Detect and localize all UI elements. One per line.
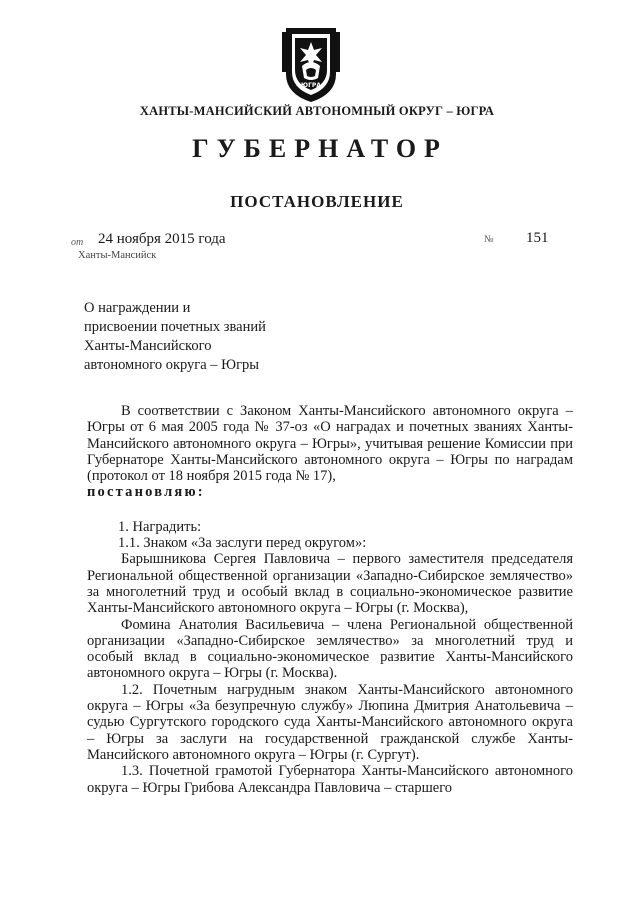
- number-sign: №: [484, 234, 494, 245]
- date-prefix: от: [71, 237, 84, 248]
- region-name: ХАНТЫ-МАНСИЙСКИЙ АВТОНОМНЫЙ ОКРУГ – ЮГРА: [139, 104, 495, 118]
- item-1-3: 1.3. Почетной грамотой Губернатора Ханты-Мансийского автономного округа – Югры Грибова Александра Павловича – старшего: [87, 763, 573, 796]
- subject-heading: [84, 299, 384, 375]
- award-paragraph-2: Фомина Анатолия Васильевича – члена Региональной общественной организации «Западно-Сибирское землячество» за многолетний труд и особый вклад в социально-экономическое развитие Ханты-Мансийского автономного округа – Югры (г. Москва).: [87, 616, 573, 682]
- document-type: ПОСТАНОВЛЕНИЕ: [230, 192, 404, 211]
- document-date: 24 ноября 2015 года: [98, 231, 226, 247]
- subject-line: Ханты-Мансийского: [84, 338, 212, 354]
- resolve-word: постановляю:: [87, 484, 205, 501]
- item-1-1: 1.1. Знаком «За заслуги перед округом»:: [118, 535, 367, 552]
- document-number: 151: [526, 230, 549, 246]
- coat-of-arms-icon: [278, 22, 344, 106]
- award-paragraph-1: Барышникова Сергея Павловича – первого заместителя председателя Региональной общественной организации «Западно-Сибирское землячество» за многолетний труд и особый вклад в социально-экономическое развитие Ханты-Мансийского автономного округа – Югры (г. Москва),: [87, 551, 573, 617]
- item-1: 1. Наградить:: [118, 518, 202, 535]
- authority-title: ГУБЕРНАТОР: [192, 134, 448, 163]
- subject-line: автономного округа – Югры: [84, 357, 260, 373]
- decree-body: [87, 403, 573, 796]
- emblem-text: ЮГРА: [301, 82, 321, 89]
- subject-line: присвоении почетных званий: [84, 319, 266, 335]
- subject-line: О награждении и: [84, 300, 191, 316]
- preamble-paragraph: В соответствии с Законом Ханты-Мансийского автономного округа – Югры от 6 мая 2005 года № 37-оз «О наградах и почетных званиях Ханты-Мансийского автономного округа – Югры», учитывая решение Комиссии при Губернаторе Ханты-Мансийского автономного округа – Югры по наградам (протокол от 18 ноября 2015 года № 17),: [87, 403, 573, 485]
- item-1-2: 1.2. Почетным нагрудным знаком Ханты-Мансийского автономного округа – Югры «За безупречную службу» Люпина Дмитрия Анатольевича – судью Сургутского городского суда Ханты-Мансийского автономного округа – Югры за заслуги на государственной гражданской службе Ханты-Мансийского автономного округа – Югры (г. Сургут).: [87, 681, 573, 763]
- issue-city: Ханты-Мансийск: [78, 250, 157, 261]
